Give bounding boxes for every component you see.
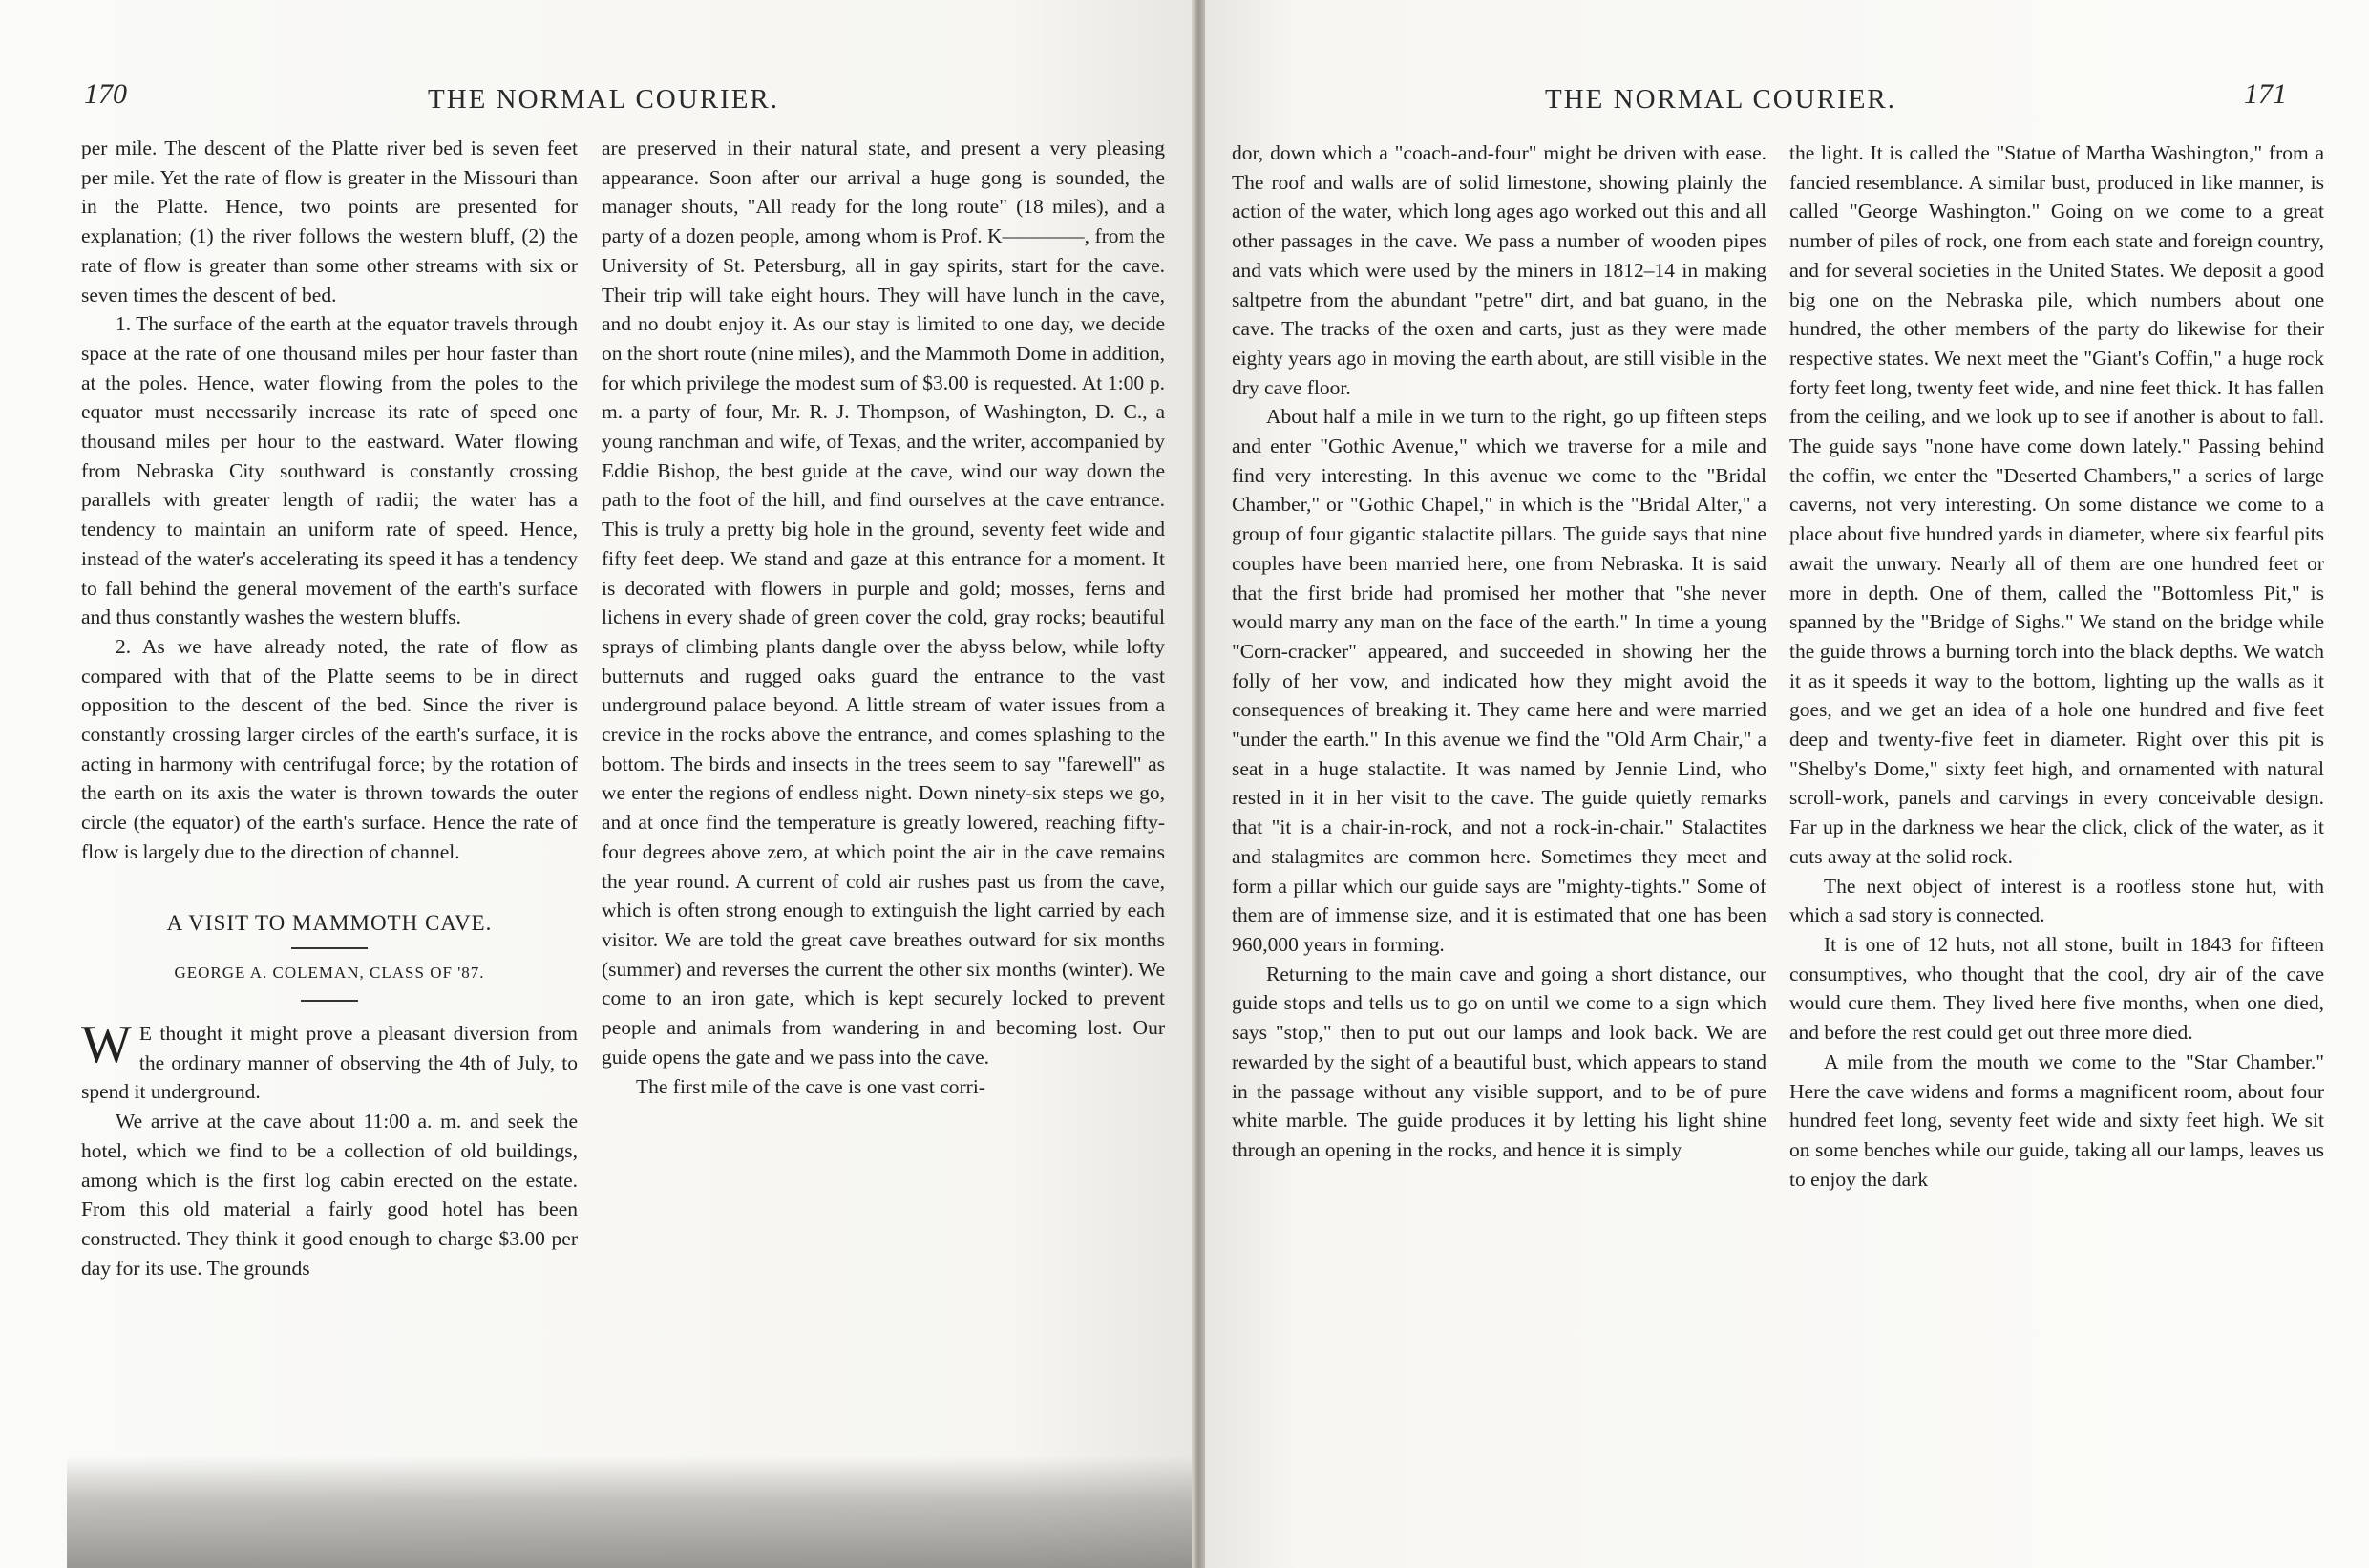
paragraph: the light. It is called the "Statue of Martha Washington," from a fancied resemblance. A similar bust, produced in like manner, is called "George Washington." Going on we come to a great number of piles of rock, one from each state and foreign country, and for several societies in the United States. We deposit a good big one on the Nebraska pile, which numbers about one hundred, the other members of the party do likewise for their respective states. We next meet the "Giant's Coffin," a huge rock forty feet long, twenty feet wide, and nine feet thick. It has fallen from the ceiling, and we look up to see if another is about to fall. The guide says "none have come down lately." Passing behind the coffin, we enter the "Deserted Chambers," a series of large caverns, not very interesting. On some distance we come to a place about five hundred yards in diameter, where six fearful pits await the unwary. Nearly all of them are one hundred feet or more in depth. One of them, called the "Bottomless Pit," is spanned by the "Bridge of Sighs." We stand on the bridge while the guide throws a burning torch into the black depths. We watch it as it speeds it way to the bottom, lighting up the walls as it goes, and we get an idea of a hole one hundred and five feet deep and twenty-five feet in diameter. Right over this pit is "Shelby's Dome," sixty feet high, and ornamented with natural scroll-work, panels and carvings in every conceivable design. Far up in the darkness we hear the click, click of the water, as it cuts away at the solid rock. [1789, 141, 2324, 868]
left-column-2 [602, 134, 1165, 1101]
drop-cap: W [81, 1014, 132, 1074]
article-title: A VISIT TO MAMMOTH CAVE. [166, 910, 493, 935]
paragraph-text: E thought it might prove a pleasant diversion from the ordinary manner of observing the 4th of July, to spend it underground. [81, 1021, 578, 1104]
paragraph: It is one of 12 huts, not all stone, built in 1843 for fifteen consumptives, who thought that the cool, dry air of the cave would cure them. They lived here five months, when one died, and before the rest could get out three more died. [1789, 932, 2324, 1045]
paragraph: We arrive at the cave about 11:00 a. m. and seek the hotel, which we find to be a collection of old buildings, among which is the first log cabin erected on the estate. From this old material a fairly good hotel has been constructed. They think it good enough to charge $3.00 per day for its use. The grounds [81, 1110, 578, 1280]
paragraph: A mile from the mouth we come to the "Star Chamber." Here the cave widens and forms a magnificent room, about four hundred feet long, seventy feet wide and sixty feet high. We sit on some benches while our guide, taking all our lamps, leaves us to enjoy the dark [1789, 1049, 2324, 1191]
paragraph: Returning to the main cave and going a short distance, our guide stops and tells us to go on until we come to a sign which says "stop," then to put out our lamps and look back. We are rewarded by the sight of a beautiful bust, which appears to stand in the passage without any visible support, and to be of pure white marble. The guide produces it by letting his light shine through an opening in the rocks, and hence it is simply [1232, 962, 1766, 1161]
running-head-right: THE NORMAL COURIER. [1545, 84, 1897, 115]
paragraph: are preserved in their natural state, and present a very pleasing appearance. Soon after our arrival a huge gong is sounded, the manager shouts, "All ready for the long route" (18 miles), and a party of a dozen people, among whom is Prof. K————, from the University of St. Petersburg, all in gay spirits, start for the cave. Their trip will take eight hours. They will have lunch in the cave, and no doubt enjoy it. As our stay is limited to one day, we decide on the short route (nine miles), and the Mammoth Dome in addition, for which privilege the modest sum of $3.00 is requested. At 1:00 p. m. a party of four, Mr. R. J. Thompson, of Washington, D. C., a young ranchman and wife, of Texas, and the writer, accompanied by Eddie Bishop, the best guide at the cave, wind our way down the path to the foot of the hill, and find ourselves at the cave entrance. This is truly a pretty big hole in the ground, seventy feet wide and fifty feet deep. We stand and gaze at this entrance for a moment. It is decorated with flowers in purple and gold; mosses, ferns and lichens in every shade of green cover the cold, gray rocks; beautiful sprays of climbing plants dangle over the abyss below, while lofty butternuts and rugged oaks guard the entrance to the vast underground palace beyond. A little stream of water issues from a crevice in the rocks above the entrance, and comes splashing to the bottom. The birds and insects in the trees seem to say "farewell" as we enter the regions of endless night. Down ninety-six steps we go, and at once find the temperature is greatly lowered, reaching fifty-four degrees above zero, at which point the air in the cave remains the year round. A current of cold air rushes past us from the cave, which is often strong enough to extinguish the light carried by each visitor. We are told the great cave breathes outward for six months (summer) and reverses the current the other six months (winter). We come to an iron gate, which is kept securely locked to prevent people and animals from wandering in and becoming lost. Our guide opens the gate and we pass into the cave. [602, 137, 1165, 1069]
page-number-right: 171 [2244, 78, 2287, 110]
paragraph: About half a mile in we turn to the right, go up fifteen steps and enter "Gothic Avenue," which we traverse for a mile and find very interesting. In this avenue we come to the "Bridal Chamber," or "Gothic Chapel," in which is the "Bridal Alter," a group of four gigantic stalactite pillars. The guide says that nine couples have been married here, one from Nebraska. It is said that the first bride had promised her mother that "she never would marry any man on the face of the earth." In time a young "Corn-cracker" appeared, and succeeded in showing her the folly of her vow, and indicated how they might avoid the consequences of breaking it. They came here and were married "under the earth." In this avenue we find the "Old Arm Chair," a seat in a huge stalactite. It was named by Jennie Lind, who rested in it in her visit to the cave. The guide quietly remarks that "it is a chair-in-rock, and not a rock-in-chair." Stalactites and stalagmites are common here. Sometimes they meet and form a pillar which our guide says are "mighty-tights." Some of them are of immense size, and it is estimated that one has been 960,000 years in forming. [1232, 405, 1766, 956]
paragraph: The next object of interest is a roofless stone hut, with which a sad story is connected. [1789, 874, 2324, 927]
right-column-1 [1232, 138, 1766, 1165]
paragraph: dor, down which a "coach-and-four" might be driven with ease. The roof and walls are of solid limestone, showing plainly the action of the water, which long ages ago worked out this and all other passages in the cave. We pass a number of wooden pipes and vats which were used by the miners in 1812–14 in making saltpetre from the abundant "petre" dirt, and bat guano, in the cave. The tracks of the oxen and carts, just as they were made eighty years ago in moving the earth about, are still visible in the dry cave floor. [1232, 141, 1766, 399]
paragraph: per mile. The descent of the Platte river bed is seven feet per mile. Yet the rate of flow is greater in the Missouri than in the Platte. Hence, two points are presented for explanation; (1) the river follows the western bluff, (2) the rate of flow is greater than some other streams with six or seven times the descent of bed. [81, 137, 578, 307]
paragraph: 1. The surface of the earth at the equator travels through space at the rate of one thousand miles per hour faster than at the poles. Hence, water flowing from the poles to the equator must necessarily increase its rate of speed one thousand miles per hour to the eastward. Water flowing from Nebraska City southward is constantly crossing parallels with greater length of radii; the water has a tendency to maintain an uniform rate of speed. Hence, instead of the water's accelerating its speed it has a tendency to fall behind the general movement of the earth's surface and thus constantly washes the western bluffs. [81, 312, 578, 629]
divider [291, 947, 368, 949]
paragraph [81, 1014, 578, 1107]
left-column-1 [81, 134, 578, 1282]
running-head-left: THE NORMAL COURIER. [428, 84, 780, 115]
page-number-left: 170 [84, 78, 127, 110]
right-page [1205, 0, 2369, 1568]
paragraph: 2. As we have already noted, the rate of flow as compared with that of the Platte seems to be in direct opposition to the descent of the bed. Since the river is constantly crossing larger circles of the earth's surface, it is acting in harmony with centrifugal force; by the rotation of the earth on its axis the water is thrown towards the outer circle (the equator) of the earth's surface. Hence the rate of flow is largely due to the direction of channel. [81, 634, 578, 863]
divider [301, 1000, 358, 1002]
paragraph: The first mile of the cave is one vast corri- [636, 1074, 985, 1098]
article-byline: GEORGE A. COLEMAN, CLASS OF '87. [174, 964, 485, 983]
page-stain [67, 1456, 1194, 1568]
right-column-2 [1789, 138, 2324, 1194]
